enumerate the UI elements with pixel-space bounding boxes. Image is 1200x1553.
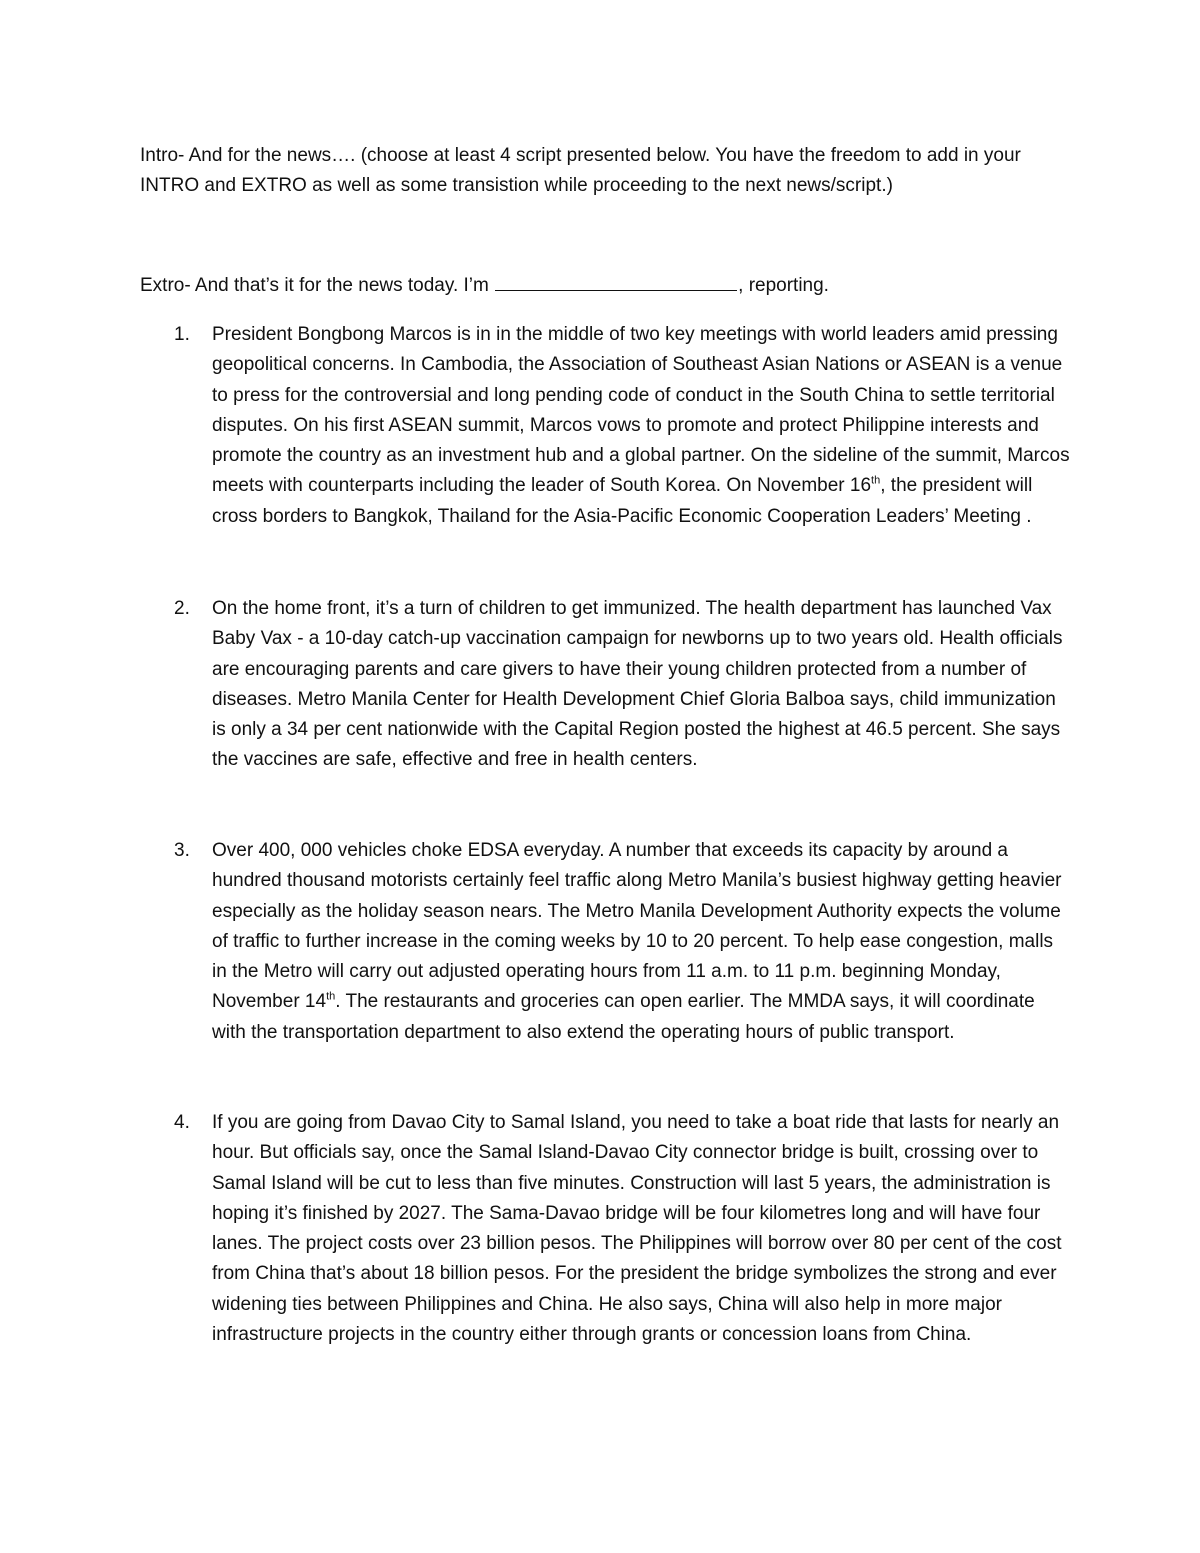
ordinal-suffix: th bbox=[326, 991, 336, 1004]
news-script-text: If you are going from Davao City to Samal Island, you need to take a boat ride that lasts for nearly an hour. But officials say, once the Samal Island-Davao City connector bridge is built, crossing over to Samal Island will be cut to less than five minutes. Construction will last 5 years, the administration is hoping it’s finished by 2027. The Sama-Davao bridge will be four kilometres long and will have four lanes. The project costs over 23 billion pesos. The Philippines will borrow over 80 per cent of the cost from China that’s about 18 billion pesos. For the president the bridge symbolizes the strong and ever widening ties between Philippines and China. He also says, China will also help in more major infrastructure projects in the country either through grants or concession loans from China. bbox=[212, 1112, 1062, 1346]
extro-paragraph bbox=[140, 271, 1070, 301]
script-text-part: Over 400, 000 vehicles choke EDSA everyday. A number that exceeds its capacity by around a hundred thousand motorists certainly feel traffic along Metro Manila’s busiest highway getting heavier especially as the holiday season nears. The Metro Manila Development Authority expects the volume of traffic to further increase in the coming weeks by 10 to 20 percent. To help ease congestion, malls in the Metro will carry out adjusted operating hours from 11 a.m. to 11 p.m. beginning Monday, November 14 bbox=[212, 840, 1062, 1013]
script-text-part: President Bongbong Marcos is in in the middle of two key meetings with world leaders amid pressing geopolitical concerns. In Cambodia, the Association of Southeast Asian Nations or ASEAN is a venue to press for the controversial and long pending code of conduct in the South China to settle territorial disputes. On his first ASEAN summit, Marcos vows to promote and protect Philippine interests and promote the country as an investment hub and a global partner. On the sideline of the summit, Marcos meets with counterparts including the leader of South Korea. On November 16 bbox=[212, 324, 1070, 497]
script-text-part: . The restaurants and groceries can open earlier. The MMDA says, it will coordinate with the transportation department to also extend the operating hours of public transport. bbox=[212, 991, 1035, 1043]
list-number: 3. bbox=[174, 840, 190, 861]
list-number: 4. bbox=[174, 1112, 190, 1133]
intro-paragraph: Intro- And for the news…. (choose at least 4 script presented below. You have the freedom to add in your INTRO and EXTRO as well as some transistion while proceeding to the next news/script.) bbox=[140, 145, 1021, 197]
news-script-text: On the home front, it’s a turn of children to get immunized. The health department has launched Vax Baby Vax - a 10-day catch-up vaccination campaign for newborns up to two years old. Health officials are encouraging parents and care givers to have their young children protected from a number of diseases. Metro Manila Center for Health Development Chief Gloria Balboa says, child immunization is only a 34 per cent nationwide with the Capital Region posted the highest at 46.5 percent. She says the vaccines are safe, effective and free in health centers. bbox=[212, 598, 1063, 771]
extro-text-before: Extro- And that’s it for the news today. I’m bbox=[140, 275, 489, 296]
list-number: 2. bbox=[174, 598, 190, 619]
news-script-text bbox=[212, 320, 1070, 532]
ordinal-suffix: th bbox=[871, 475, 881, 488]
name-blank-line bbox=[495, 272, 737, 291]
news-script-text bbox=[212, 836, 1070, 1048]
list-number: 1. bbox=[174, 324, 190, 345]
script-text-part: , the president will cross borders to Bangkok, Thailand for the Asia-Pacific Economic Cooperation Leaders’ Meeting . bbox=[212, 475, 1033, 527]
extro-text-after: , reporting. bbox=[738, 275, 829, 296]
